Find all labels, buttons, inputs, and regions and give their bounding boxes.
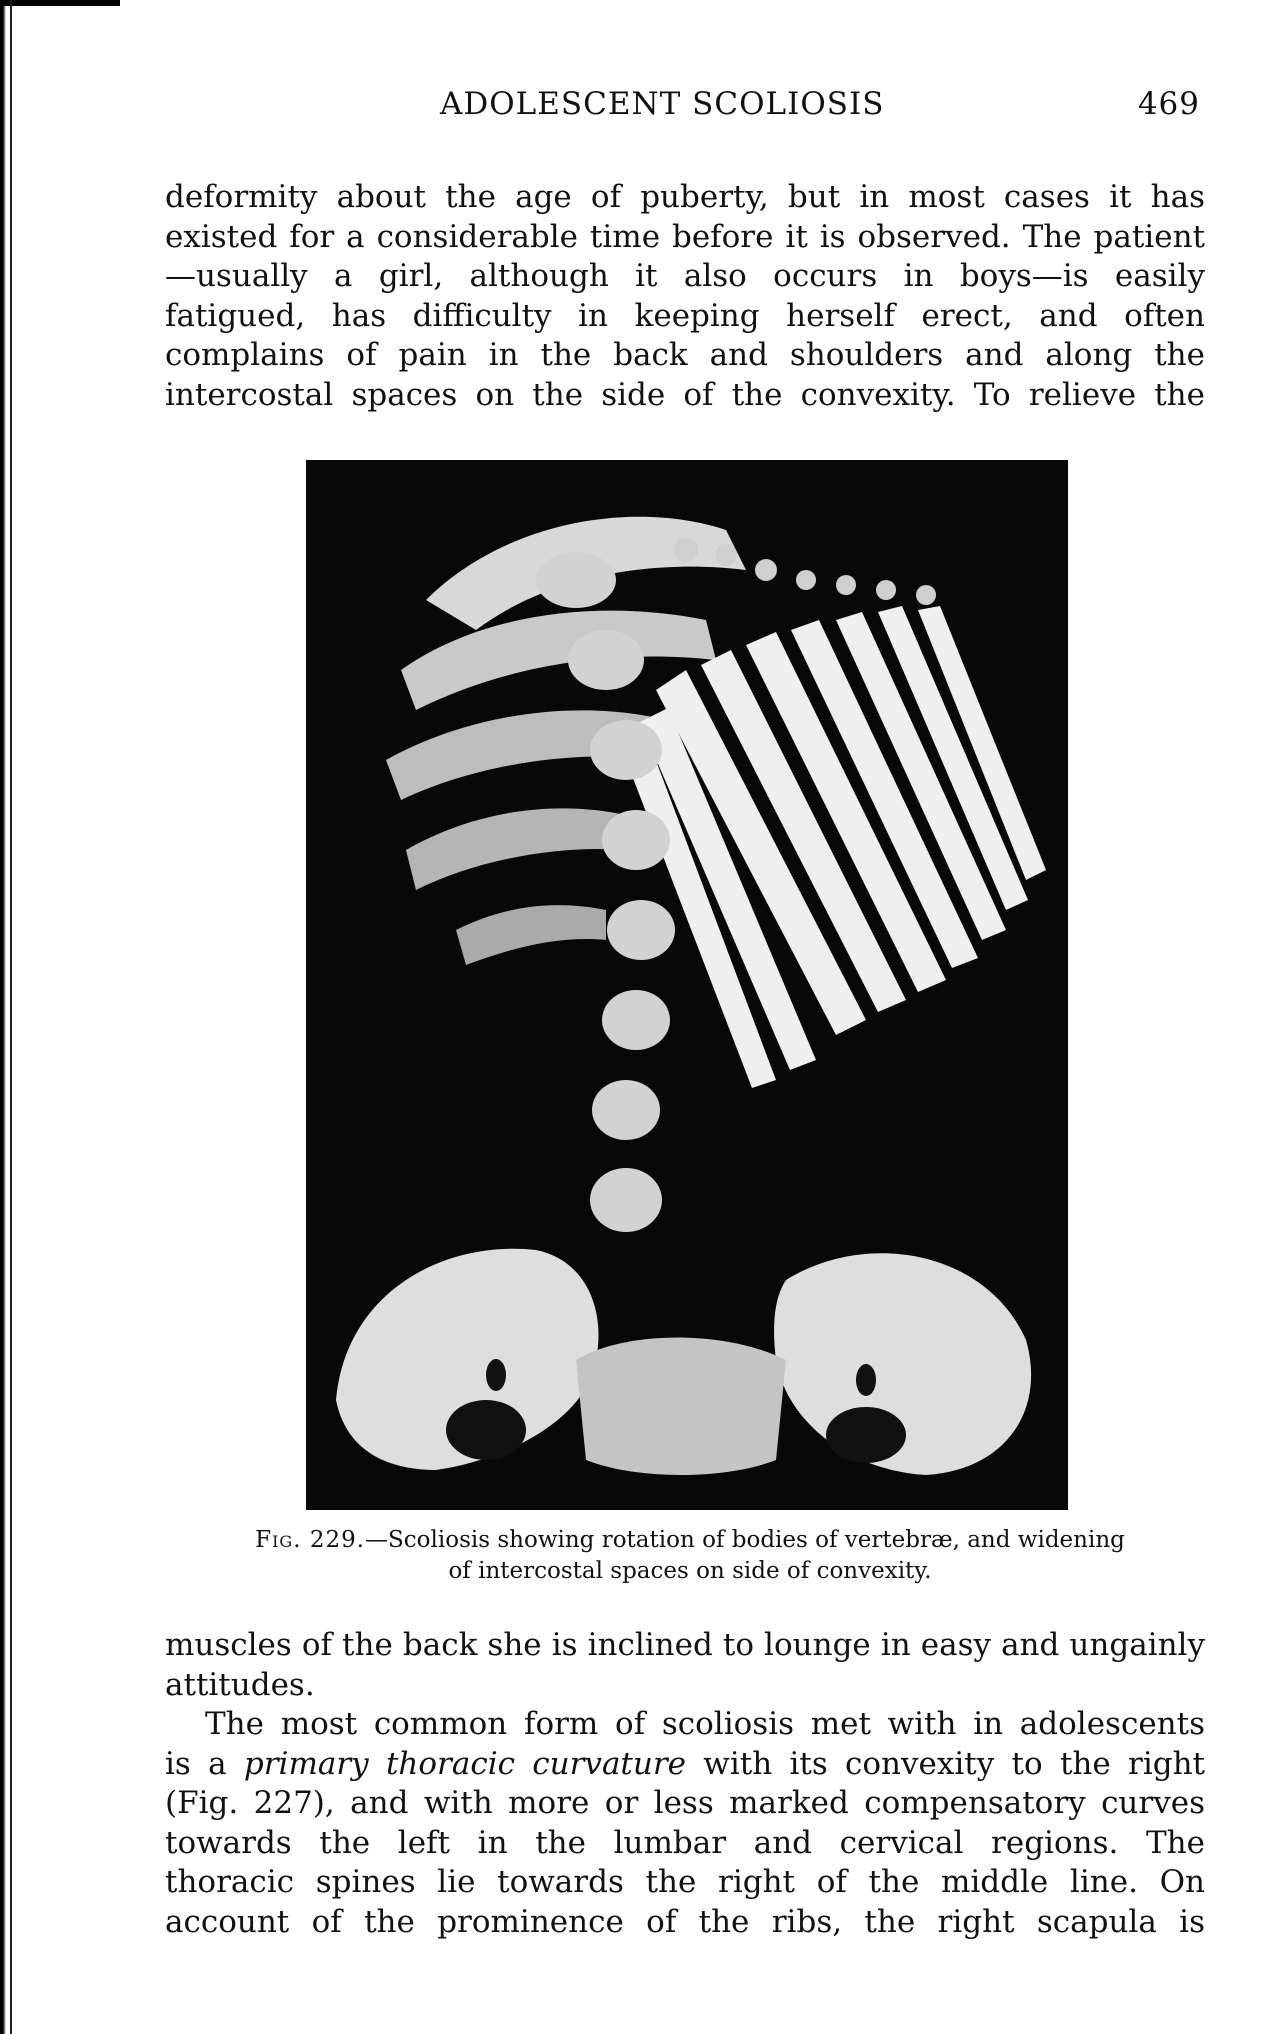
text-line: attitudes.: [165, 1666, 315, 1703]
paragraph-1: [165, 178, 1205, 415]
page-binding-line: [10, 0, 12, 2034]
running-header: [440, 86, 1200, 126]
caption-line-1: [190, 1525, 1190, 1556]
text-line: muscles of the back she is inclined to lounge in easy and ungainly: [165, 1627, 1205, 1663]
page-number: 469: [1137, 86, 1200, 122]
page-corner-mark: [0, 0, 120, 6]
text-line: (Fig. 227), and with more or less marked compensatory curves: [165, 1785, 1205, 1821]
paragraph-2: [165, 1626, 1205, 1942]
text-line: existed for a considerable time before it is observed. The patient: [165, 218, 1205, 255]
text-line: deformity about the age of puberty, but in most cases it has: [165, 179, 1205, 215]
text-line: —usually a girl, although it also occurs in boys—is easily: [165, 258, 1205, 294]
text-line: intercostal spaces on the side of the convexity. To relieve the: [165, 376, 1205, 413]
caption-text: —Scoliosis showing rotation of bodies of vertebræ, and widening: [365, 1527, 1125, 1553]
text-segment: with its convexity to the right: [686, 1745, 1206, 1782]
text-line: The most common form of scoliosis met with in adolescents: [205, 1706, 1205, 1742]
text-line: [165, 1745, 1205, 1785]
running-title: ADOLESCENT SCOLIOSIS: [440, 86, 885, 122]
text-line: thoracic spines lie towards the right of the middle line. On: [165, 1864, 1205, 1900]
figure-caption: [190, 1525, 1190, 1587]
text-line: fatigued, has difficulty in keeping herself erect, and often: [165, 297, 1205, 334]
skeleton-illustration: [306, 460, 1068, 1510]
caption-line-2: of intercostal spaces on side of convexity.: [448, 1558, 932, 1584]
text-line: complains of pain in the back and shoulders and along the: [165, 337, 1205, 373]
text-line: account of the prominence of the ribs, the right scapula is: [165, 1903, 1205, 1940]
figure-label: Fig. 229.: [255, 1527, 366, 1553]
text-line: towards the left in the lumbar and cervical regions. The: [165, 1824, 1205, 1861]
page-binding-edge: [0, 0, 18, 2034]
text-segment: is a: [165, 1745, 244, 1782]
figure-scoliosis-photograph: [306, 460, 1068, 1510]
emphasis-text: primary thoracic curvature: [243, 1745, 687, 1782]
